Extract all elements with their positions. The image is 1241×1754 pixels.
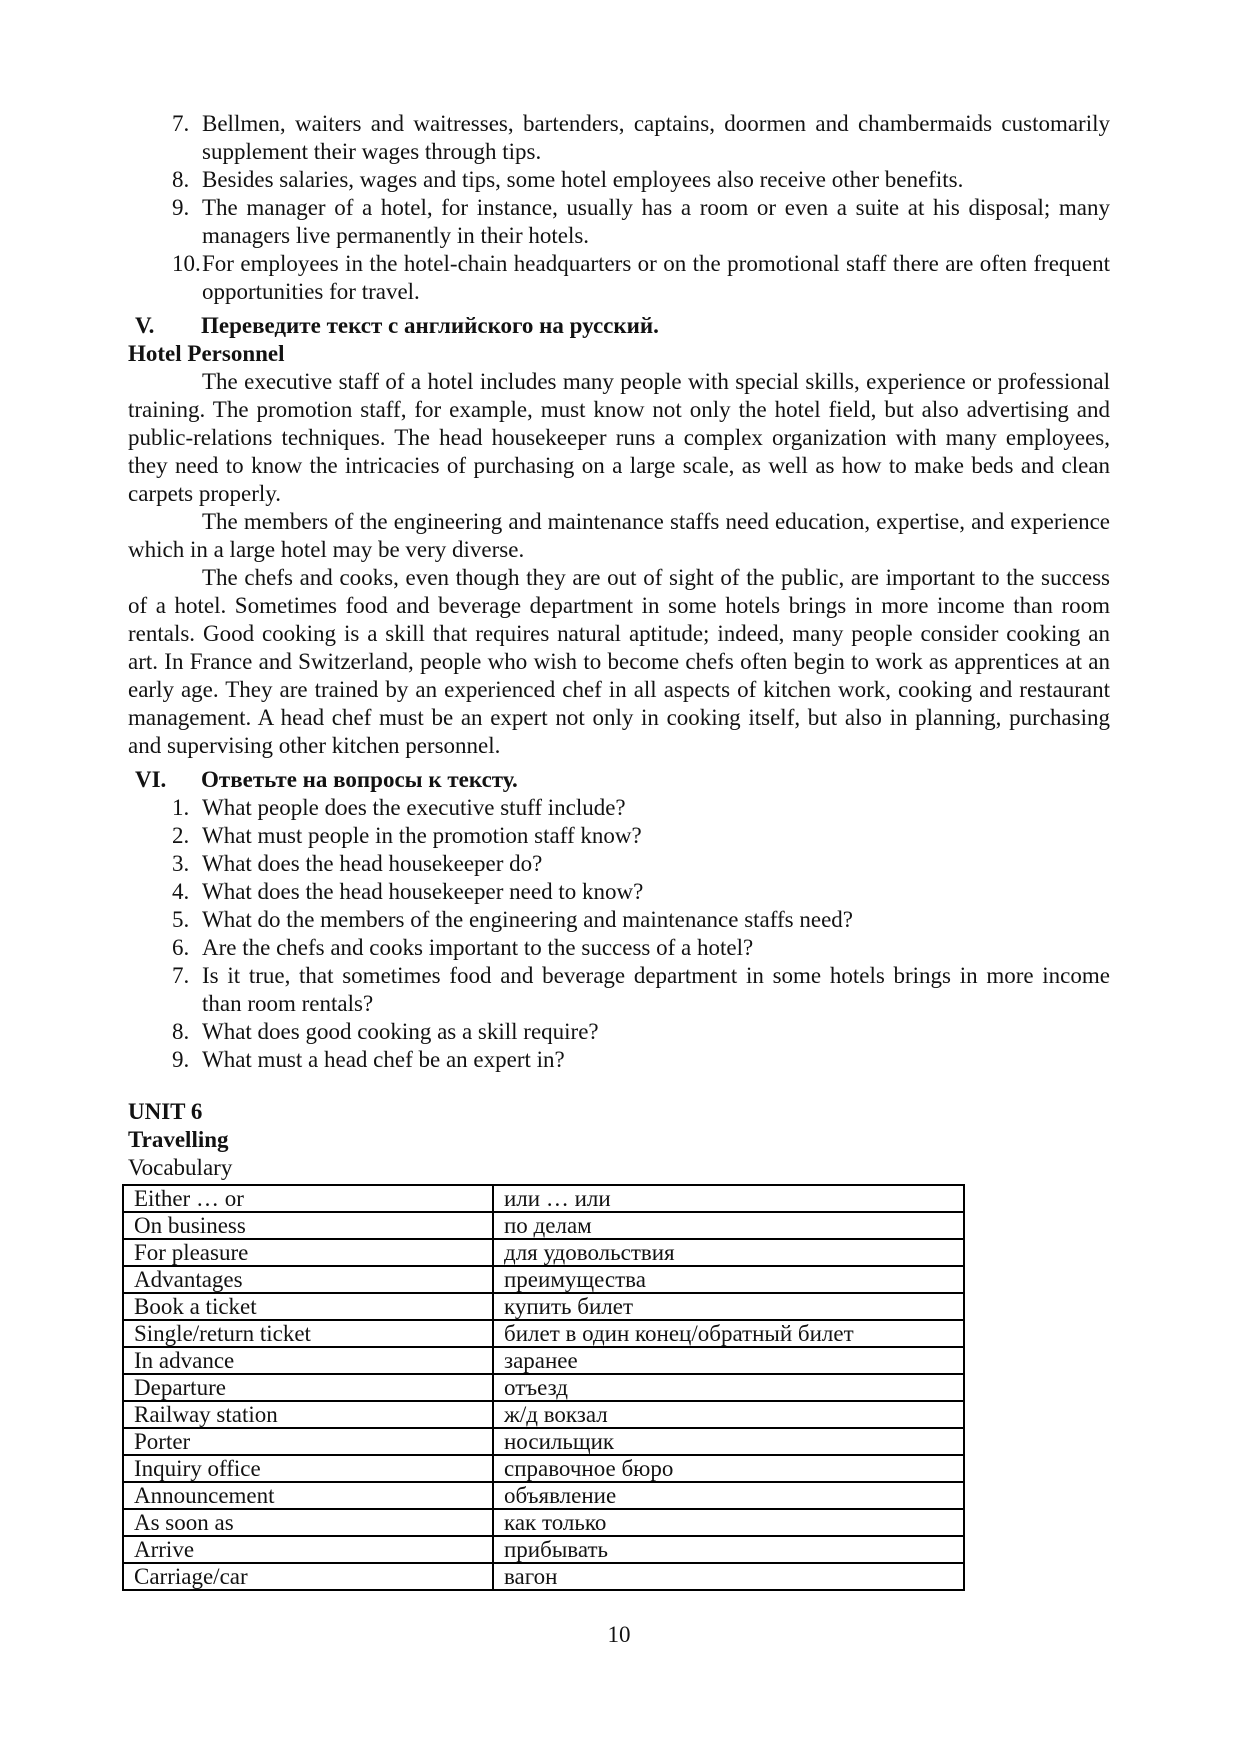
vocab-row: [123, 1509, 964, 1536]
vocab-term-ru: по делам: [493, 1212, 964, 1239]
question-text: What does the head housekeeper do?: [202, 851, 543, 876]
vocab-term-en: Advantages: [123, 1266, 493, 1293]
vocab-term-ru: как только: [493, 1509, 964, 1536]
question-text: What do the members of the engineering and maintenance staffs need?: [202, 907, 853, 932]
list-item: [128, 166, 1110, 194]
question-number: 2.: [172, 823, 190, 848]
vocab-term-en: As soon as: [123, 1509, 493, 1536]
vocab-row: [123, 1563, 964, 1590]
vocab-term-en: Inquiry office: [123, 1455, 493, 1482]
question-number: 5.: [172, 907, 190, 932]
vocab-term-en: Porter: [123, 1428, 493, 1455]
reading-title: Hotel Personnel: [128, 341, 285, 366]
vocab-row: [123, 1293, 964, 1320]
vocab-term-ru: вагон: [493, 1563, 964, 1590]
list-item-text: The manager of a hotel, for instance, usually has a room or even a suite at his disposal; many managers live permanently in their hotels.: [202, 195, 1110, 248]
vocab-row: [123, 1320, 964, 1347]
question-number: 7.: [172, 963, 190, 988]
question-number: 4.: [172, 879, 190, 904]
list-item-text: Besides salaries, wages and tips, some hotel employees also receive other benefits.: [202, 167, 964, 192]
vocab-row: [123, 1239, 964, 1266]
vocab-row: [123, 1455, 964, 1482]
vocab-term-ru: объявление: [493, 1482, 964, 1509]
vocab-term-en: Announcement: [123, 1482, 493, 1509]
vocab-term-en: In advance: [123, 1347, 493, 1374]
vocab-term-ru: отъезд: [493, 1374, 964, 1401]
paragraph: The executive staff of a hotel includes many people with special skills, experience or professional training. The promotion staff, for example, must know not only the hotel field, but also advertising and public-relations techniques. The head housekeeper runs a complex organization with many employees, they need to know the intricacies of purchasing on a large scale, as well as how to make beds and clean carpets properly.: [128, 369, 1110, 506]
unit6-block: [128, 1098, 1110, 1182]
vocab-term-en: For pleasure: [123, 1239, 493, 1266]
page-number: 10: [607, 1622, 631, 1647]
vocab-term-ru: для удовольствия: [493, 1239, 964, 1266]
vocab-term-en: Single/return ticket: [123, 1320, 493, 1347]
list-item: [128, 110, 1110, 166]
section-numeral: V.: [135, 313, 155, 338]
question-text: What must people in the promotion staff know?: [202, 823, 642, 848]
list-item-number: 10.: [172, 251, 201, 276]
vocab-term-ru: ж/д вокзал: [493, 1401, 964, 1428]
vocab-row: [123, 1212, 964, 1239]
vocab-term-en: Departure: [123, 1374, 493, 1401]
question-number: 3.: [172, 851, 190, 876]
unit-topic: Travelling: [128, 1127, 229, 1152]
list-item-number: 9.: [172, 195, 190, 220]
vocabulary-label: Vocabulary: [128, 1155, 233, 1180]
question-text: What must a head chef be an expert in?: [202, 1047, 565, 1072]
vocab-term-en: Railway station: [123, 1401, 493, 1428]
list-item-text: Bellmen, waiters and waitresses, bartenders, captains, doormen and chambermaids customarily supplement their wages through tips.: [202, 111, 1110, 164]
vocab-row: [123, 1401, 964, 1428]
question-text: Is it true, that sometimes food and beverage department in some hotels brings in more income than room rentals?: [202, 963, 1110, 1016]
list-item-text: For employees in the hotel-chain headquarters or on the promotional staff there are often frequent opportunities for travel.: [202, 251, 1110, 304]
question-text: What does the head housekeeper need to know?: [202, 879, 644, 904]
section-heading-v: [128, 312, 1110, 340]
list-item-number: 7.: [172, 111, 190, 136]
question-text: What people does the executive stuff include?: [202, 795, 626, 820]
list-item: [128, 250, 1110, 306]
question-number: 8.: [172, 1019, 190, 1044]
vocab-term-ru: или … или: [493, 1185, 964, 1212]
vocab-term-en: Either … or: [123, 1185, 493, 1212]
list-item-number: 8.: [172, 167, 190, 192]
vocab-row: [123, 1482, 964, 1509]
question-item: [128, 1018, 1110, 1046]
vocab-term-ru: преимущества: [493, 1266, 964, 1293]
vocab-term-en: Arrive: [123, 1536, 493, 1563]
paragraph: The chefs and cooks, even though they are out of sight of the public, are important to the success of a hotel. Sometimes food and beverage department in some hotels brings in more income than room rentals. Good cooking is a skill that requires natural aptitude; indeed, many people consider cooking an art. In France and Switzerland, people who wish to become chefs often begin to work as apprentices at an early age. They are trained by an experienced chef in all aspects of kitchen work, cooking and restaurant management. A head chef must be an expert not only in cooking itself, but also in planning, purchasing and supervising other kitchen personnel.: [128, 565, 1110, 758]
question-item: [128, 850, 1110, 878]
vocab-row: [123, 1185, 964, 1212]
section-numeral: VI.: [135, 767, 167, 792]
question-text: Are the chefs and cooks important to the success of a hotel?: [202, 935, 754, 960]
section-title: Ответьте на вопросы к тексту.: [201, 767, 518, 792]
section-title: Переведите текст с английского на русский.: [201, 313, 659, 338]
question-item: [128, 906, 1110, 934]
vocab-term-en: On business: [123, 1212, 493, 1239]
question-item: [128, 962, 1110, 1018]
vocab-term-ru: билет в один конец/обратный билет: [493, 1320, 964, 1347]
question-item: [128, 934, 1110, 962]
question-number: 6.: [172, 935, 190, 960]
vocab-row: [123, 1428, 964, 1455]
vocab-term-en: Book a ticket: [123, 1293, 493, 1320]
vocab-row: [123, 1266, 964, 1293]
vocab-row: [123, 1347, 964, 1374]
question-text: What does good cooking as a skill require?: [202, 1019, 599, 1044]
vocab-term-ru: прибывать: [493, 1536, 964, 1563]
section-heading-vi: [128, 766, 1110, 794]
vocab-row: [123, 1536, 964, 1563]
question-item: [128, 822, 1110, 850]
question-number: 1.: [172, 795, 190, 820]
unit-heading: UNIT 6: [128, 1099, 203, 1124]
question-item: [128, 1046, 1110, 1074]
vocabulary-table: [122, 1184, 965, 1591]
vocab-term-ru: носильщик: [493, 1428, 964, 1455]
vocab-term-en: Carriage/car: [123, 1563, 493, 1590]
list-item: [128, 194, 1110, 250]
vocab-term-ru: заранее: [493, 1347, 964, 1374]
question-number: 9.: [172, 1047, 190, 1072]
vocab-term-ru: купить билет: [493, 1293, 964, 1320]
vocab-row: [123, 1374, 964, 1401]
question-item: [128, 794, 1110, 822]
question-item: [128, 878, 1110, 906]
paragraph: The members of the engineering and maintenance staffs need education, expertise, and experience which in a large hotel may be very diverse.: [128, 509, 1110, 562]
vocab-term-ru: справочное бюро: [493, 1455, 964, 1482]
